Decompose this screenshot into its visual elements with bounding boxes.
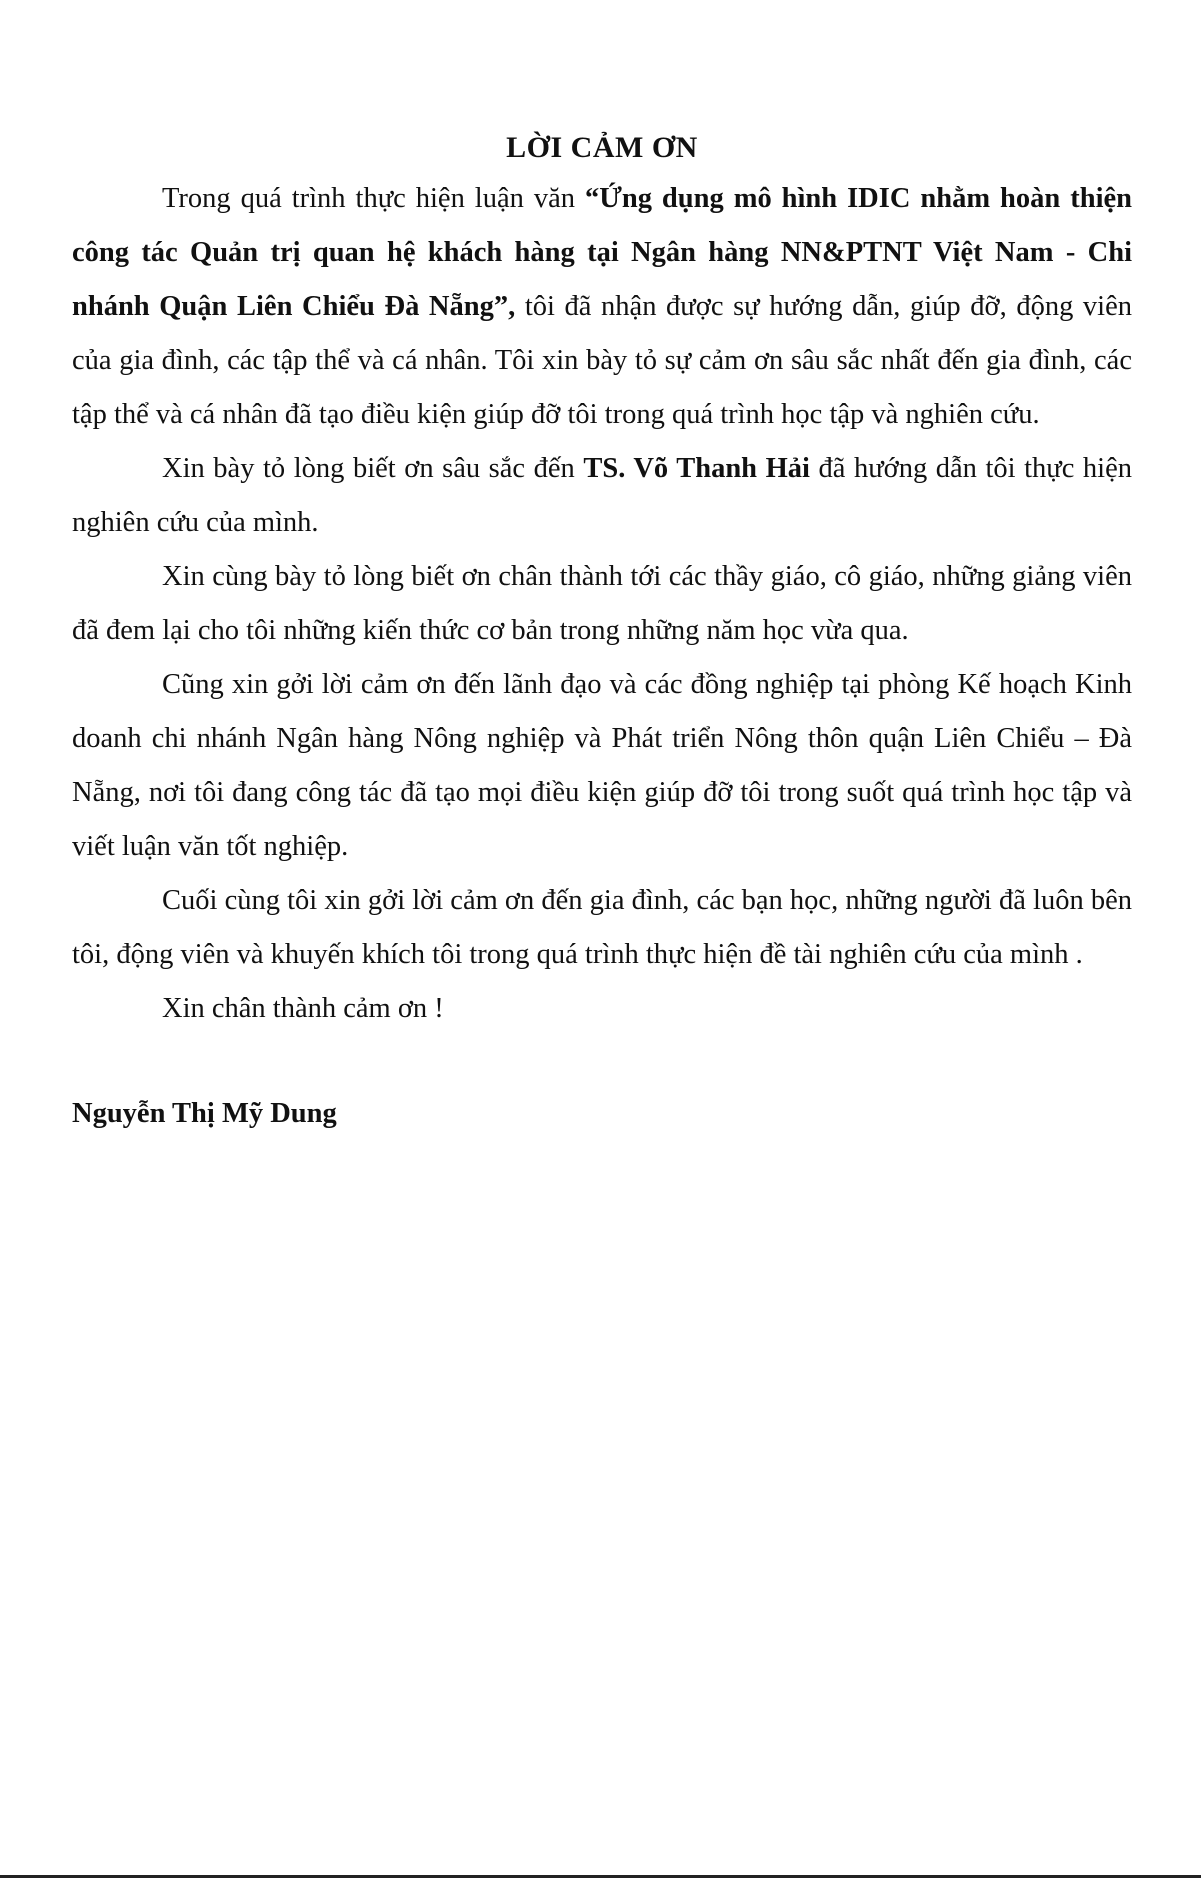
supervisor-name: TS. Võ Thanh Hải bbox=[583, 453, 810, 484]
thesis-title: “Ứng dụng mô hình IDIC nhằm hoàn thiện công tác Quản trị quan hệ khách hàng tại Ngân hàng NN&PTNT Việt Nam - Chi nhánh Quận Liên Chiểu Đà Nẵng”, bbox=[72, 183, 1132, 322]
paragraph-text: Trong quá trình thực hiện luận văn bbox=[162, 183, 585, 214]
document-content bbox=[72, 128, 1132, 1134]
paragraph-supervisor-thanks bbox=[72, 442, 1132, 550]
paragraph-teachers-thanks: Xin cùng bày tỏ lòng biết ơn chân thành tới các thầy giáo, cô giáo, những giảng viên đã đem lại cho tôi những kiến thức cơ bản trong những năm học vừa qua. bbox=[72, 561, 1132, 646]
page-title: LỜI CẢM ƠN bbox=[506, 131, 698, 164]
paragraph-text: tôi đã nhận được sự hướng dẫn, giúp đỡ, động viên của gia đình, các tập thể và cá nhân. Tôi xin bày tỏ sự cảm ơn sâu sắc nhất đến gia đình, các tập thể và cá nhân đã tạo điều kiện giúp đỡ tôi trong quá trình học tập và nghiên cứu. bbox=[72, 291, 1132, 430]
paragraph-closing: Xin chân thành cảm ơn ! bbox=[162, 993, 444, 1024]
paragraph-text: Xin bày tỏ lòng biết ơn sâu sắc đến bbox=[162, 453, 584, 484]
paragraph-thesis-intro bbox=[72, 172, 1132, 442]
paragraph-colleagues-thanks: Cũng xin gởi lời cảm ơn đến lãnh đạo và các đồng nghiệp tại phòng Kế hoạch Kinh doanh chi nhánh Ngân hàng Nông nghiệp và Phát triển Nông thôn quận Liên Chiểu – Đà Nẵng, nơi tôi đang công tác đã tạo mọi điều kiện giúp đỡ tôi trong suốt quá trình học tập và viết luận văn tốt nghiệp. bbox=[72, 669, 1132, 862]
paragraph-text: đã hướng dẫn tôi thực hiện nghiên cứu của mình. bbox=[72, 453, 1133, 538]
author-signature: Nguyễn Thị Mỹ Dung bbox=[72, 1098, 337, 1129]
paragraph-family-thanks: Cuối cùng tôi xin gởi lời cảm ơn đến gia đình, các bạn học, những người đã luôn bên tôi, động viên và khuyến khích tôi trong quá trình thực hiện đề tài nghiên cứu của mình . bbox=[72, 885, 1132, 970]
